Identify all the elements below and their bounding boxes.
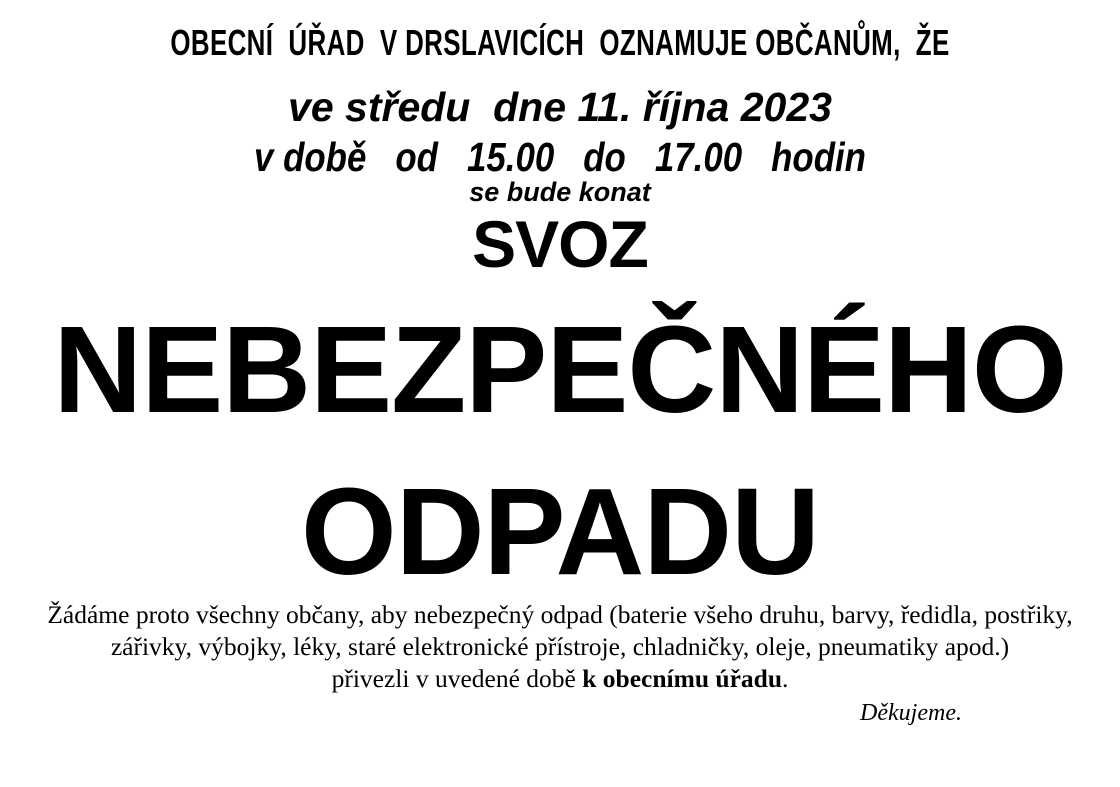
body-line-3-period: . bbox=[782, 664, 789, 693]
title-svoz: SVOZ bbox=[472, 207, 648, 281]
lead-in-text: se bude konat bbox=[469, 177, 651, 207]
body-paragraph-line-1: Žádáme proto všechny občany, aby nebezpečný odpad (baterie všeho druhu, barvy, ředidla, postřiky, bbox=[47, 600, 1073, 629]
title-odpadu: ODPADU bbox=[301, 464, 819, 601]
body-paragraph-line-3 bbox=[0, 663, 1120, 695]
body-line-3-regular-text: přivezli v uvedené době bbox=[331, 664, 583, 693]
announcement-header: OBECNÍ ÚŘAD V DRSLAVICÍCH OZNAMUJE OBČANŮM, ŽE bbox=[170, 22, 950, 63]
closing-thanks: Děkujeme. bbox=[860, 700, 962, 726]
title-nebezpecneho: NEBEZPEČNÉHO bbox=[53, 302, 1067, 439]
body-line-3-bold-text: k obecnímu úřadu bbox=[582, 664, 783, 693]
body-paragraph-line-2: zářivky, výbojky, léky, staré elektronické přístroje, chladničky, oleje, pneumatiky apod.) bbox=[110, 632, 1010, 661]
event-date-line: ve středu dne 11. října 2023 bbox=[288, 84, 832, 130]
event-time-line: v době od 15.00 do 17.00 hodin bbox=[254, 134, 866, 180]
